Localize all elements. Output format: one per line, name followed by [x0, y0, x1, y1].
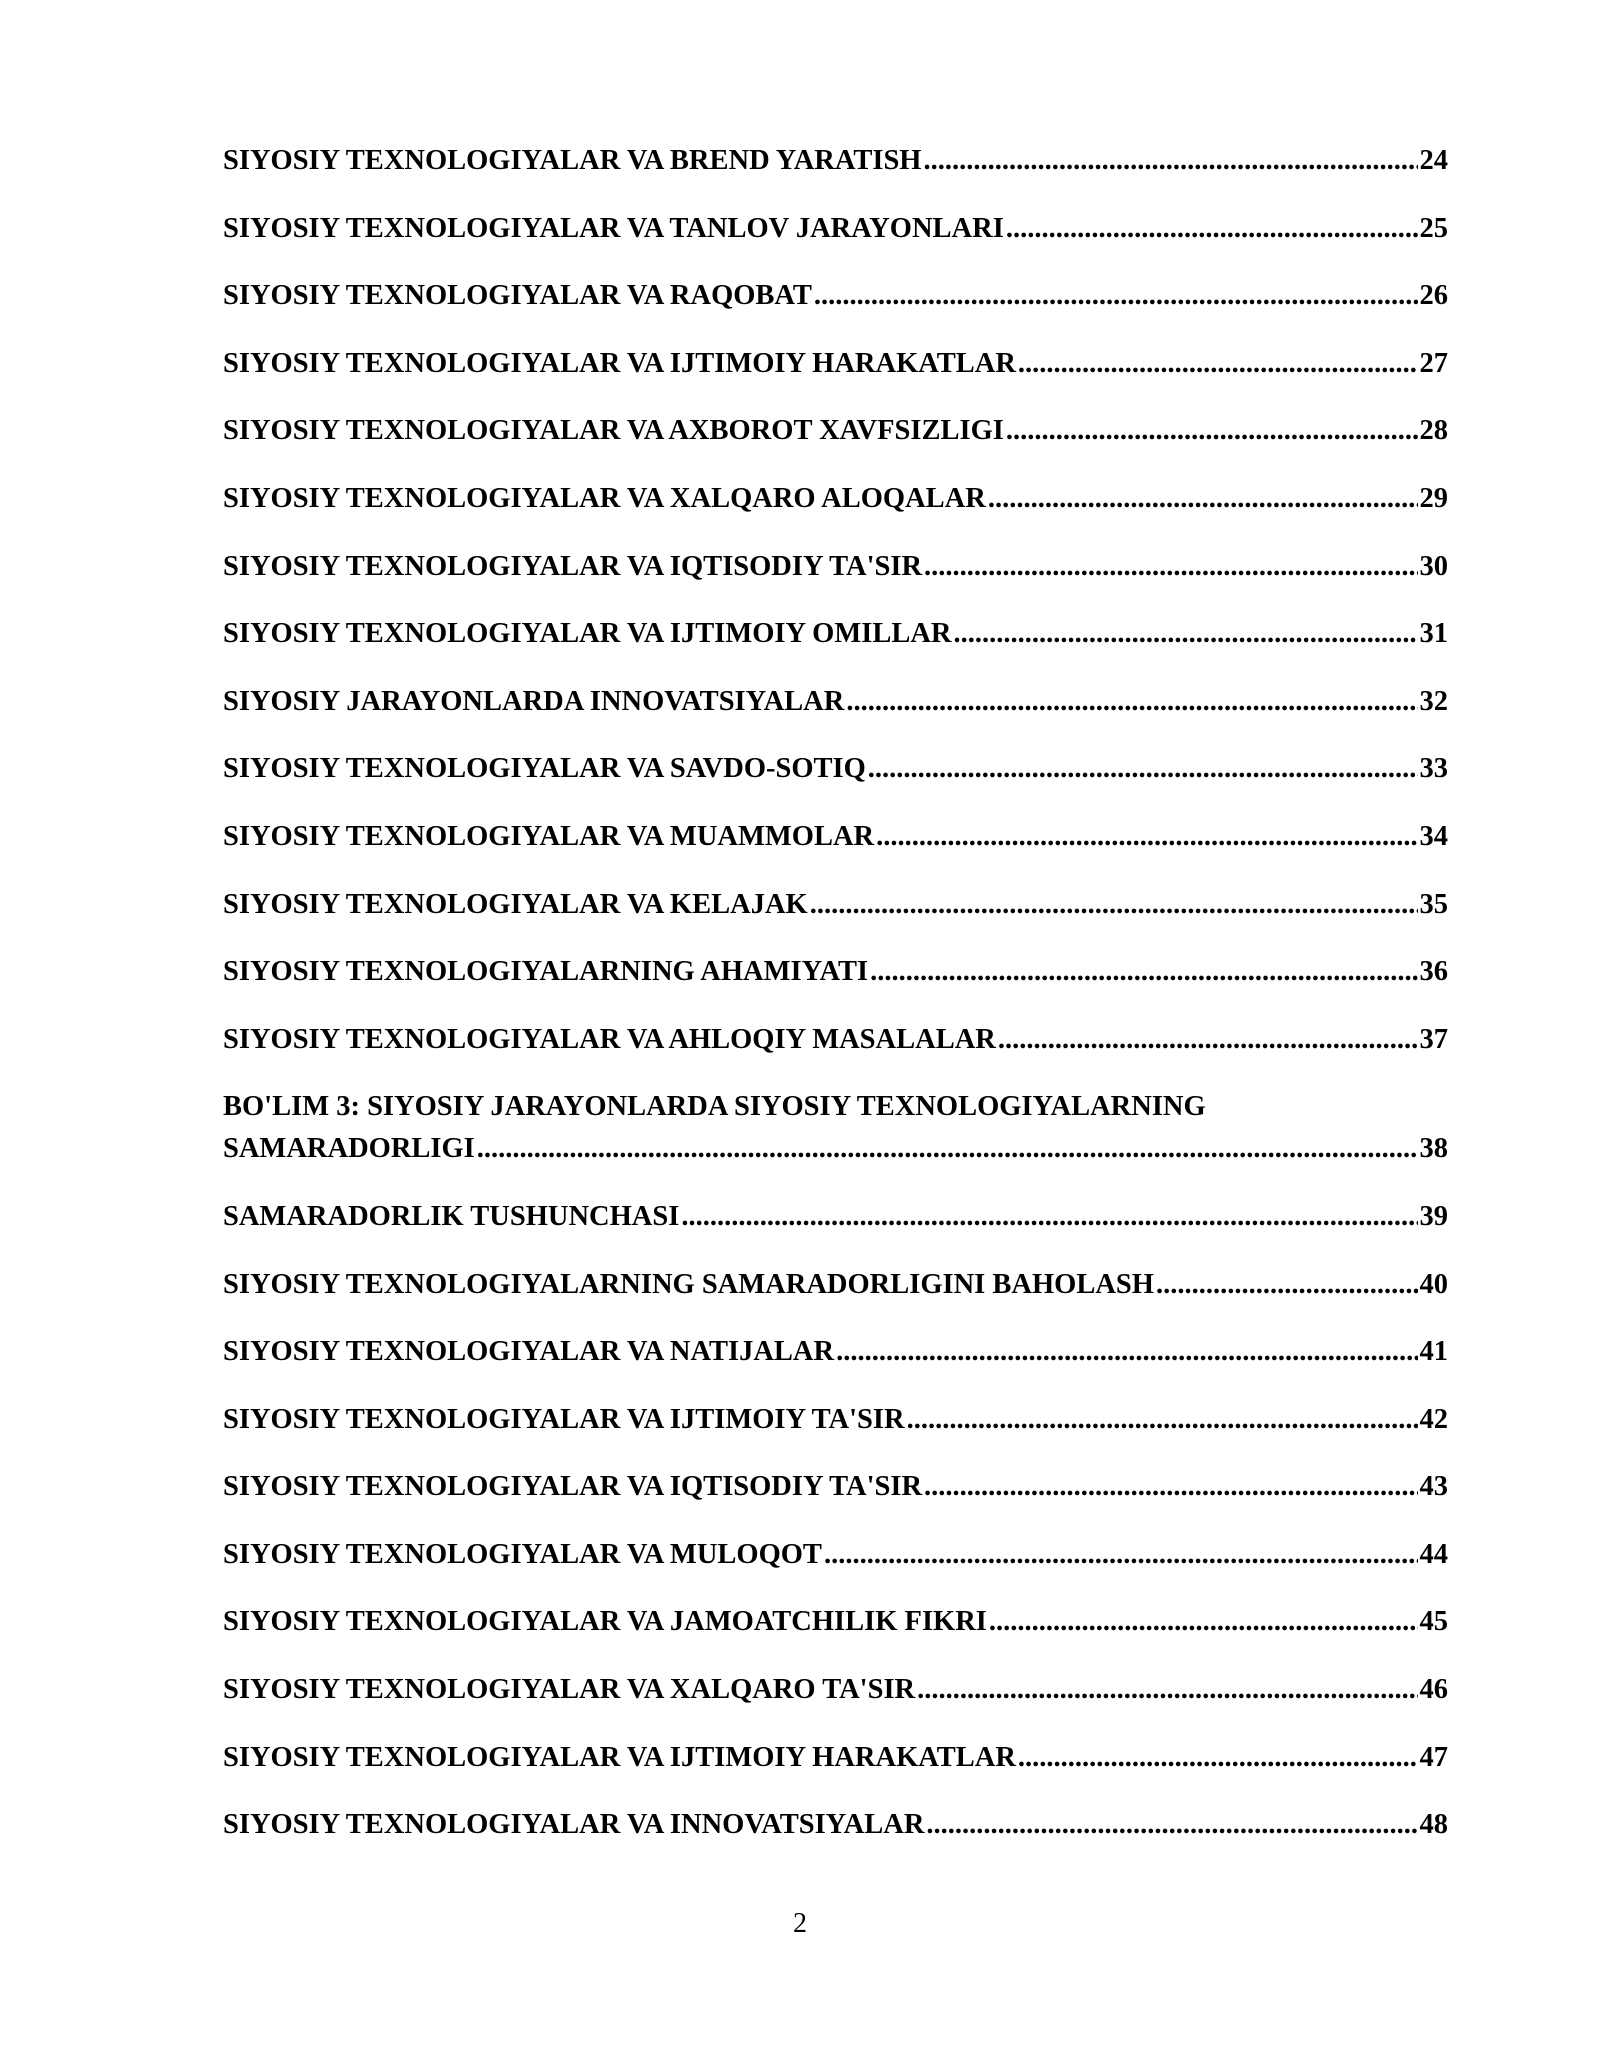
toc-entry-page: 48: [1419, 1809, 1448, 1841]
toc-entry[interactable]: [223, 208, 1448, 250]
toc-entry-title: SIYOSIY TEXNOLOGIYALAR VA JAMOATCHILIK FIKRI: [223, 1606, 987, 1638]
toc-dot-leader: [477, 1128, 1418, 1170]
toc-dot-leader: [846, 681, 1417, 723]
toc-dot-leader: [989, 1601, 1418, 1643]
toc-entry-page: 28: [1419, 415, 1448, 447]
toc-entry-title: SIYOSIY TEXNOLOGIYALAR VA XALQARO TA'SIR: [223, 1674, 916, 1706]
toc-section-page: 38: [1419, 1133, 1448, 1165]
toc-entry[interactable]: [223, 343, 1448, 385]
toc-entry-title: SIYOSIY TEXNOLOGIYALAR VA MUAMMOLAR: [223, 820, 875, 852]
toc-entry-page: 46: [1419, 1674, 1448, 1706]
toc-entry-page: 29: [1419, 482, 1448, 514]
toc-entry[interactable]: [223, 951, 1448, 993]
toc-entry[interactable]: [223, 681, 1448, 723]
toc-entry[interactable]: [223, 1601, 1448, 1643]
toc-entry-page: 24: [1419, 145, 1448, 176]
table-of-contents: [223, 140, 1448, 1872]
toc-dot-leader: [814, 275, 1418, 317]
toc-dot-leader: [926, 1804, 1417, 1846]
toc-entry-page: 40: [1419, 1268, 1448, 1300]
toc-entry[interactable]: [223, 816, 1448, 858]
toc-entry-title: SIYOSIY TEXNOLOGIYALAR VA INNOVATSIYALAR: [223, 1809, 925, 1841]
toc-entry-page: 26: [1419, 280, 1448, 312]
toc-dot-leader: [907, 1399, 1418, 1441]
toc-entry-page: 42: [1419, 1403, 1448, 1435]
toc-entry-title: SIYOSIY TEXNOLOGIYALARNING SAMARADORLIGINI BAHOLASH: [223, 1268, 1154, 1300]
toc-entry-page: 45: [1419, 1606, 1448, 1638]
toc-entry[interactable]: [223, 884, 1448, 926]
toc-entry-title: SIYOSIY TEXNOLOGIYALAR VA RAQOBAT: [223, 280, 812, 312]
toc-entry[interactable]: [223, 1399, 1448, 1441]
toc-entry[interactable]: [223, 1737, 1448, 1779]
toc-dot-leader: [998, 1019, 1418, 1061]
toc-dot-leader: [954, 613, 1418, 655]
toc-entry-page: 27: [1419, 347, 1448, 379]
toc-entry-title: SIYOSIY TEXNOLOGIYALAR VA TANLOV JARAYONLARI: [223, 212, 1004, 244]
toc-entry[interactable]: [223, 1804, 1448, 1846]
toc-entry-title: SIYOSIY TEXNOLOGIYALAR VA IQTISODIY TA'SIR: [223, 550, 923, 582]
page-number: 2: [793, 1908, 807, 1939]
toc-entry-title: SIYOSIY TEXNOLOGIYALAR VA AHLOQIY MASALALAR: [223, 1023, 996, 1055]
toc-entry-title: SAMARADORLIK TUSHUNCHASI: [223, 1200, 680, 1232]
toc-entry-title: SIYOSIY TEXNOLOGIYALAR VA IJTIMOIY OMILLAR: [223, 618, 952, 650]
toc-dot-leader: [1006, 208, 1418, 250]
toc-entry[interactable]: [223, 1331, 1448, 1373]
toc-entry-title: SIYOSIY TEXNOLOGIYALAR VA SAVDO-SOTIQ: [223, 753, 866, 785]
toc-entry[interactable]: [223, 546, 1448, 588]
toc-entry-page: 36: [1419, 956, 1448, 988]
toc-dot-leader: [924, 1466, 1417, 1508]
toc-entry-page: 32: [1419, 685, 1448, 717]
toc-entry-page: 33: [1419, 753, 1448, 785]
toc-entry[interactable]: [223, 1669, 1448, 1711]
toc-dot-leader: [681, 1196, 1417, 1238]
toc-entry-page: 41: [1419, 1336, 1448, 1368]
toc-entry-page: 30: [1419, 550, 1448, 582]
toc-dot-leader: [824, 1534, 1418, 1576]
toc-entry-title: SIYOSIY TEXNOLOGIYALAR VA IJTIMOIY HARAKATLAR: [223, 347, 1016, 379]
toc-entry-page: 31: [1419, 618, 1448, 650]
toc-entry[interactable]: [223, 275, 1448, 317]
toc-entry-title: SIYOSIY TEXNOLOGIYALAR VA IQTISODIY TA'SIR: [223, 1471, 923, 1503]
toc-entry[interactable]: [223, 410, 1448, 452]
toc-entry[interactable]: [223, 478, 1448, 520]
toc-entry-title: SIYOSIY TEXNOLOGIYALAR VA AXBOROT XAVFSIZLIGI: [223, 415, 1004, 447]
toc-entry-page: 43: [1419, 1471, 1448, 1503]
toc-entry-page: 39: [1419, 1200, 1448, 1232]
toc-entry-page: 37: [1419, 1023, 1448, 1055]
toc-dot-leader: [876, 816, 1417, 858]
toc-entry[interactable]: [223, 1534, 1448, 1576]
toc-entry-page: 25: [1419, 212, 1448, 244]
toc-entry-title: SIYOSIY TEXNOLOGIYALAR VA KELAJAK: [223, 888, 808, 920]
toc-dot-leader: [1018, 343, 1418, 385]
toc-entry-page: 34: [1419, 820, 1448, 852]
toc-section-line2: [223, 1128, 1448, 1170]
toc-entry-title: SIYOSIY TEXNOLOGIYALAR VA MULOQOT: [223, 1538, 822, 1570]
toc-dot-leader: [1018, 1737, 1418, 1779]
toc-entry-page: 35: [1419, 888, 1448, 920]
toc-entry[interactable]: [223, 140, 1448, 182]
toc-entry-title: SIYOSIY TEXNOLOGIYALAR VA BREND YARATISH: [223, 145, 922, 176]
toc-entry[interactable]: [223, 1019, 1448, 1061]
toc-entry[interactable]: [223, 1466, 1448, 1508]
toc-entry-page: 44: [1419, 1538, 1448, 1570]
toc-entry[interactable]: [223, 1264, 1448, 1306]
toc-dot-leader: [917, 1669, 1417, 1711]
toc-dot-leader: [868, 748, 1418, 790]
toc-entry[interactable]: [223, 613, 1448, 655]
toc-dot-leader: [924, 546, 1417, 588]
toc-entry-page: 47: [1419, 1741, 1448, 1773]
toc-entry[interactable]: [223, 748, 1448, 790]
toc-entry-title: SIYOSIY TEXNOLOGIYALAR VA IJTIMOIY TA'SIR: [223, 1403, 905, 1435]
toc-entry-title: SIYOSIY TEXNOLOGIYALAR VA XALQARO ALOQALAR: [223, 482, 986, 514]
toc-dot-leader: [810, 884, 1418, 926]
toc-dot-leader: [870, 951, 1417, 993]
toc-entry-title: SIYOSIY TEXNOLOGIYALARNING AHAMIYATI: [223, 956, 869, 988]
toc-section-title-line2: SAMARADORLIGI: [223, 1133, 475, 1165]
toc-entry-title: SIYOSIY TEXNOLOGIYALAR VA IJTIMOIY HARAKATLAR: [223, 1741, 1016, 1773]
toc-entry-title: SIYOSIY JARAYONLARDA INNOVATSIYALAR: [223, 685, 845, 717]
toc-dot-leader: [1006, 410, 1418, 452]
toc-entry-title: SIYOSIY TEXNOLOGIYALAR VA NATIJALAR: [223, 1336, 835, 1368]
toc-section-entry[interactable]: [223, 1086, 1448, 1170]
toc-dot-leader: [836, 1331, 1417, 1373]
toc-entry[interactable]: [223, 1196, 1448, 1238]
toc-dot-leader: [988, 478, 1418, 520]
toc-dot-leader: [1156, 1264, 1418, 1306]
toc-section-title-line1: BO'LIM 3: SIYOSIY JARAYONLARDA SIYOSIY TEXNOLOGIYALARNING: [223, 1091, 1206, 1123]
toc-dot-leader: [923, 140, 1417, 182]
